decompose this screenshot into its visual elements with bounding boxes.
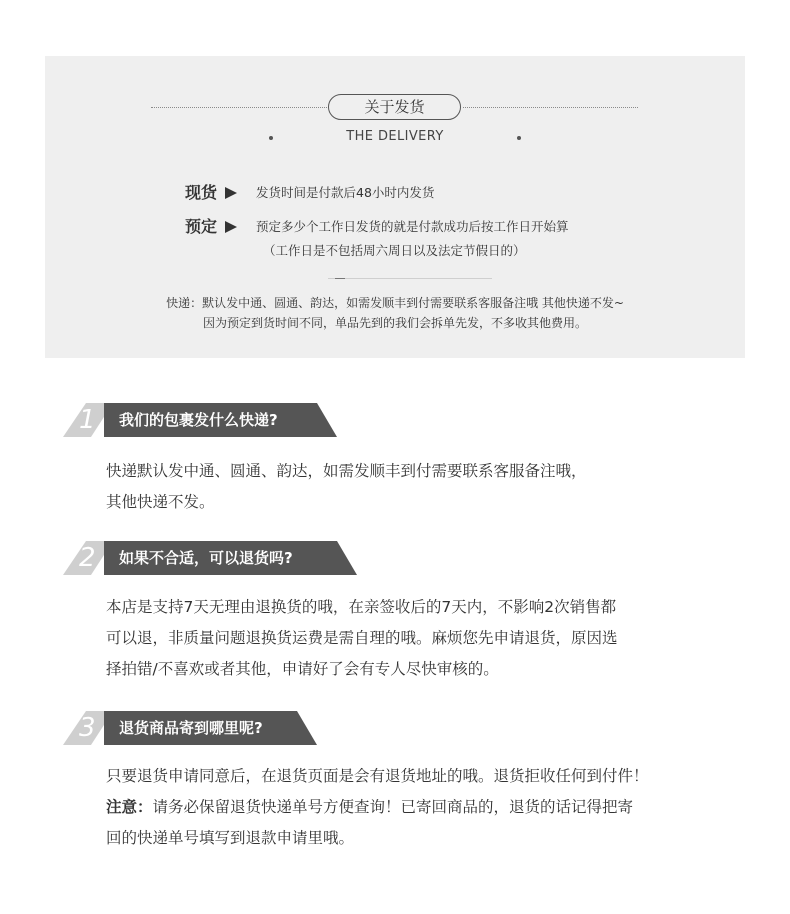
faq-question: 我们的包裹发什么快递? <box>119 411 278 429</box>
faq-number: 3 <box>79 713 96 743</box>
answer-line-with-note <box>106 792 649 823</box>
answer-line: 其他快递不发。 <box>106 493 215 511</box>
answer-line: 回的快递单号填写到退款申请里哦。 <box>106 829 355 847</box>
bullet-dot-right <box>517 136 521 140</box>
delivery-subtitle: THE DELIVERY <box>346 129 444 144</box>
faq-answer-1 <box>106 456 587 518</box>
answer-line: 择拍错/不喜欢或者其他，申请好了会有专人尽快审核的。 <box>106 660 499 678</box>
title-rule-right <box>463 107 638 108</box>
note-text: 请务必保留退货快递单号方便查询！已寄回商品的，退货的话记得把寄 <box>152 798 634 816</box>
preorder-label-group <box>185 214 237 237</box>
express-line-1: 快递：默认发中通、圆通、韵达，如需发顺丰到付需要联系客服备注哦 其他快递不发~ <box>166 296 624 310</box>
preorder-label: 预定 <box>185 217 218 236</box>
faq-number: 1 <box>79 405 96 435</box>
express-line-2: 因为预定到货时间不同，单品先到的我们会拆单先发，不多收其他费用。 <box>202 316 587 330</box>
answer-line: 本店是支持7天无理由退换货的哦，在亲签收后的7天内，不影响2次销售都 <box>106 598 617 616</box>
preorder-note: （工作日是不包括周六周日以及法定节假日的） <box>263 243 526 258</box>
faq-question: 退货商品寄到哪里呢? <box>119 719 263 737</box>
preorder-text: 预定多少个工作日发货的就是付款成功后按工作日开始算 <box>256 219 569 234</box>
faq-number: 2 <box>79 543 96 573</box>
answer-line: 只要退货申请同意后，在退货页面是会有退货地址的哦。退货拒收任何到付件！ <box>106 767 649 785</box>
bullet-dot-left <box>269 136 273 140</box>
in-stock-label: 现货 <box>185 183 218 202</box>
in-stock-label-group <box>185 180 237 203</box>
note-label: 注意： <box>106 798 153 816</box>
title-rule-left <box>151 107 327 108</box>
answer-line: 可以退，非质量问题退换货运费是需自理的哦。麻烦您先申请退货，原因选 <box>106 629 618 647</box>
faq-question: 如果不合适，可以退货吗? <box>119 549 293 567</box>
delivery-title: 关于发货 <box>328 94 461 120</box>
faq-answer-3 <box>106 761 649 854</box>
play-arrow-icon <box>225 221 237 233</box>
in-stock-text: 发货时间是付款后48小时内发货 <box>256 185 435 200</box>
play-arrow-icon <box>225 187 237 199</box>
divider <box>328 278 492 279</box>
faq-answer-2 <box>106 592 618 685</box>
delivery-panel <box>45 56 745 358</box>
answer-line: 快递默认发中通、圆通、韵达，如需发顺丰到付需要联系客服备注哦， <box>106 462 587 480</box>
divider-accent <box>335 278 345 279</box>
